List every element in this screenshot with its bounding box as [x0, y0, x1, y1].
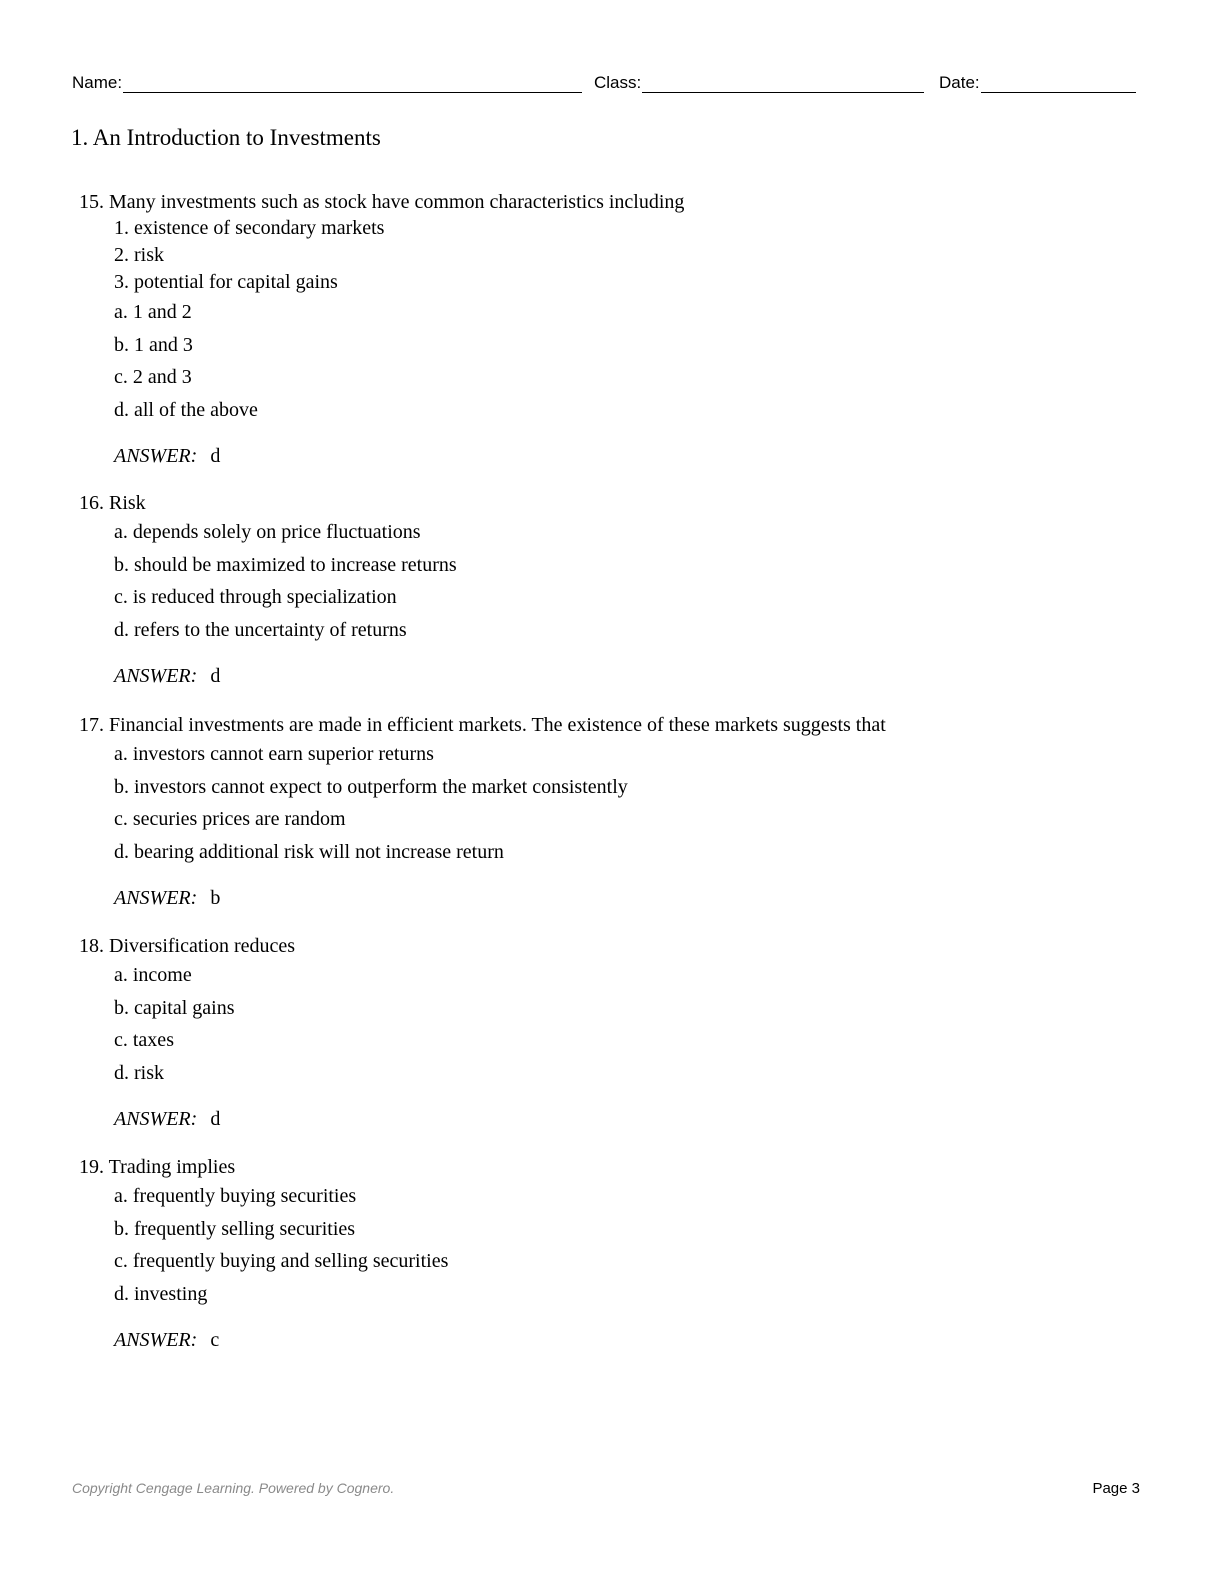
section-title: 1. An Introduction to Investments: [71, 125, 381, 150]
option-c: c. 2 and 3: [114, 366, 192, 388]
option-d: d. risk: [114, 1061, 164, 1084]
answer-label: ANSWER:: [114, 1108, 198, 1130]
question-19: [79, 1154, 1139, 1355]
option-d: d. refers to the uncertainty of returns: [114, 618, 407, 641]
answer-value: d: [210, 1108, 221, 1130]
class-label: Class:: [594, 73, 642, 92]
question-16: [79, 490, 1139, 691]
statement: 1. existence of secondary markets: [114, 217, 385, 239]
question-text: Risk: [109, 492, 146, 514]
question-stem: [79, 490, 1139, 516]
class-field: [594, 72, 924, 93]
page-number: Page 3: [1092, 1480, 1140, 1497]
option-b: b. capital gains: [114, 996, 235, 1019]
name-label: Name:: [72, 73, 123, 92]
answer-value: d: [210, 665, 221, 687]
answer-value: b: [210, 887, 221, 909]
option-b: b. should be maximized to increase returns: [114, 553, 457, 576]
option-c: c. securies prices are random: [114, 808, 346, 830]
option-c: c. taxes: [114, 1029, 174, 1051]
class-line[interactable]: [642, 72, 924, 93]
option-b: b. investors cannot expect to outperform the market consistently: [114, 775, 628, 798]
answer-label: ANSWER:: [114, 1329, 198, 1351]
question-stem: [79, 1154, 1139, 1180]
worksheet-header: [72, 72, 1142, 98]
answer-value: c: [210, 1329, 220, 1351]
option-d: d. investing: [114, 1282, 208, 1305]
answer-label: ANSWER:: [114, 445, 198, 467]
question-stem: [79, 933, 1139, 959]
name-line[interactable]: [123, 72, 582, 93]
option-a: a. frequently buying securities: [114, 1185, 357, 1207]
answer-line: [114, 441, 1139, 471]
question-number: 15.: [79, 191, 104, 213]
question-number: 19.: [79, 1156, 104, 1178]
option-c: c. is reduced through specialization: [114, 586, 397, 608]
question-stem: [79, 189, 1139, 215]
option-a: a. 1 and 2: [114, 301, 192, 323]
question-text: Diversification reduces: [109, 935, 296, 957]
question-number: 17.: [79, 714, 104, 736]
answer-label: ANSWER:: [114, 887, 198, 909]
date-field: [939, 72, 1136, 93]
date-line[interactable]: [981, 72, 1136, 93]
option-d: d. all of the above: [114, 398, 258, 421]
option-a: a. income: [114, 964, 192, 986]
option-d: d. bearing additional risk will not increase return: [114, 840, 504, 863]
question-18: [79, 933, 1139, 1134]
date-label: Date:: [939, 73, 980, 92]
question-stem: [79, 712, 1139, 738]
option-c: c. frequently buying and selling securities: [114, 1250, 449, 1272]
option-b: b. 1 and 3: [114, 333, 193, 356]
question-17: [79, 712, 1139, 913]
answer-line: [114, 661, 1139, 691]
option-a: a. investors cannot earn superior returns: [114, 743, 434, 765]
question-number: 18.: [79, 935, 104, 957]
answer-line: [114, 883, 1139, 913]
answer-line: [114, 1325, 1139, 1355]
statement: 3. potential for capital gains: [114, 271, 338, 293]
question-text: Many investments such as stock have common characteristics including: [109, 191, 685, 213]
question-15: [79, 189, 1139, 471]
answer-line: [114, 1104, 1139, 1134]
question-text: Financial investments are made in efficient markets. The existence of these markets suggests that: [109, 714, 886, 736]
question-number: 16.: [79, 492, 104, 514]
answer-value: d: [210, 445, 221, 467]
option-b: b. frequently selling securities: [114, 1217, 356, 1240]
statement: 2. risk: [114, 244, 164, 266]
question-text: Trading implies: [108, 1156, 236, 1178]
option-a: a. depends solely on price fluctuations: [114, 521, 421, 543]
answer-label: ANSWER:: [114, 665, 198, 687]
name-field: [72, 72, 582, 93]
footer-copyright: Copyright Cengage Learning. Powered by Cognero.: [72, 1480, 395, 1496]
